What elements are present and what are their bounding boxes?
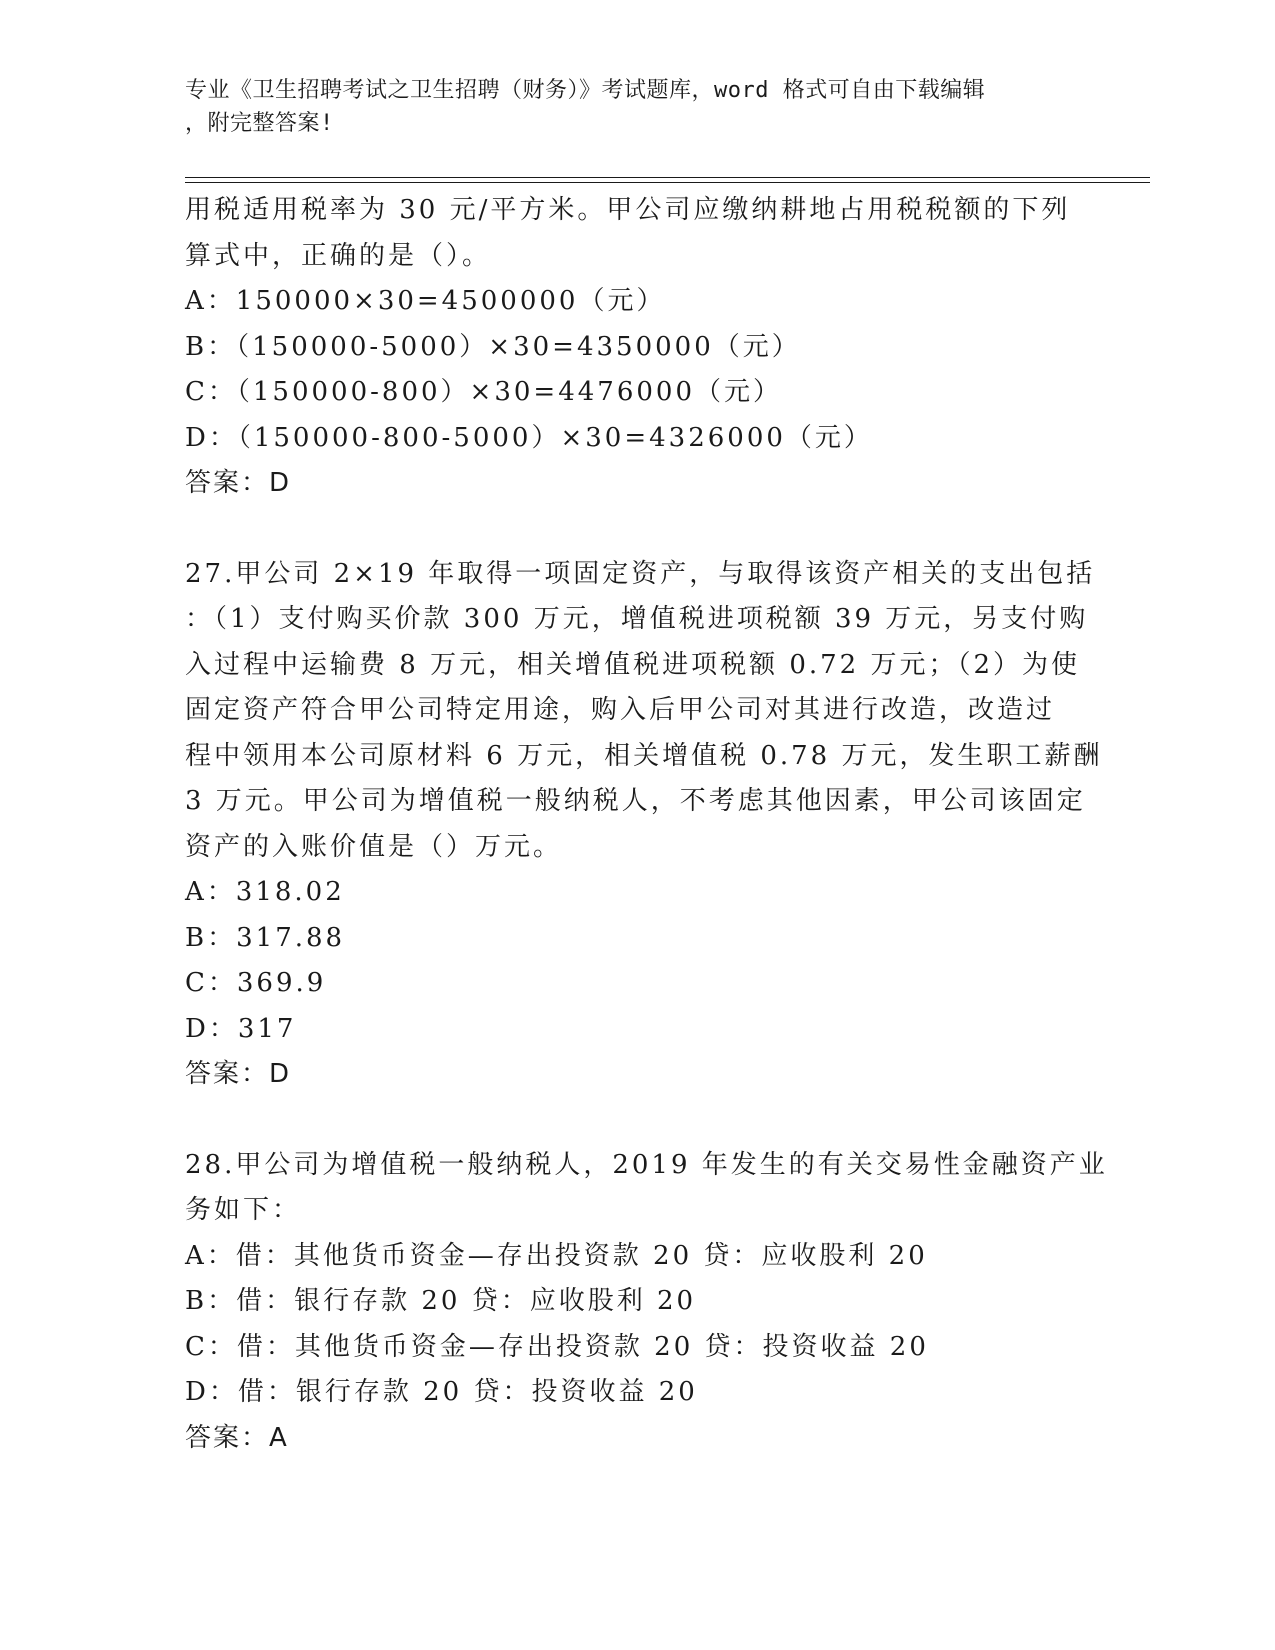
answer-line: 答案：D xyxy=(185,468,292,498)
option-b: B：借：银行存款 20 贷：应收股利 20 xyxy=(185,1286,697,1316)
question-spacer xyxy=(185,1098,1085,1143)
option-b: B：（150000-5000）×30=4350000（元） xyxy=(185,331,801,362)
option-a: A：借：其他货币资金—存出投资款 20 贷：应收股利 20 xyxy=(185,1240,928,1271)
option-b: B：317.88 xyxy=(185,922,346,953)
header-line: ，附完整答案! xyxy=(185,111,334,136)
question-spacer xyxy=(185,507,1085,552)
answer-line: 答案：D xyxy=(185,1059,292,1089)
option-c: C：借：其他货币资金—存出投资款 20 贷：投资收益 20 xyxy=(185,1331,929,1362)
option-d: D：（150000-800-5000）×30=4326000（元） xyxy=(185,422,873,453)
question-stem-line: ：（1）支付购买价款 300 万元，增值税进项税额 39 万元，另支付购 xyxy=(185,604,1089,634)
question-stem-line: 28.甲公司为增值税一般纳税人，2019 年发生的有关交易性金融资产业 xyxy=(185,1149,1108,1180)
document-body xyxy=(185,188,1108,1461)
question-stem-line: 固定资产符合甲公司特定用途，购入后甲公司对其进行改造，改造过 xyxy=(185,695,1056,725)
question-stem-line: 算式中，正确的是（）。 xyxy=(185,240,492,271)
option-c: C：（150000-800）×30=4476000（元） xyxy=(185,377,783,407)
option-c: C：369.9 xyxy=(185,968,327,998)
question-stem-line: 程中领用本公司原材料 6 万元，相关增值税 0.78 万元，发生职工薪酬 xyxy=(185,740,1103,771)
question-stem-line: 用税适用税率为 30 元/平方米。甲公司应缴纳耕地占用税税额的下列 xyxy=(185,195,1071,225)
question-stem-line: 资产的入账价值是（）万元。 xyxy=(185,831,563,862)
question-27 xyxy=(185,552,1103,1098)
question-stem-line: 务如下： xyxy=(185,1195,302,1225)
option-a: A：318.02 xyxy=(185,877,345,907)
document-header xyxy=(185,74,1065,140)
option-d: D：借：银行存款 20 贷：投资收益 20 xyxy=(185,1377,698,1407)
question-26 xyxy=(185,188,1085,507)
answer-line: 答案：A xyxy=(185,1422,289,1453)
question-stem-line: 3 万元。甲公司为增值税一般纳税人，不考虑其他因素，甲公司该固定 xyxy=(185,786,1086,816)
option-d: D：317 xyxy=(185,1013,297,1044)
option-a: A：150000×30=4500000（元） xyxy=(185,286,666,316)
question-stem-line: 入过程中运输费 8 万元，相关增值税进项税额 0.72 万元；（2）为使 xyxy=(185,649,1081,680)
header-line: 专业《卫生招聘考试之卫生招聘（财务）》考试题库，word 格式可自由下载编辑 xyxy=(185,78,986,103)
header-divider-top xyxy=(185,177,1150,178)
question-stem-line: 27.甲公司 2×19 年取得一项固定资产，与取得该资产相关的支出包括 xyxy=(185,558,1096,589)
question-28 xyxy=(185,1143,1108,1462)
header-divider-bottom xyxy=(185,182,1150,183)
